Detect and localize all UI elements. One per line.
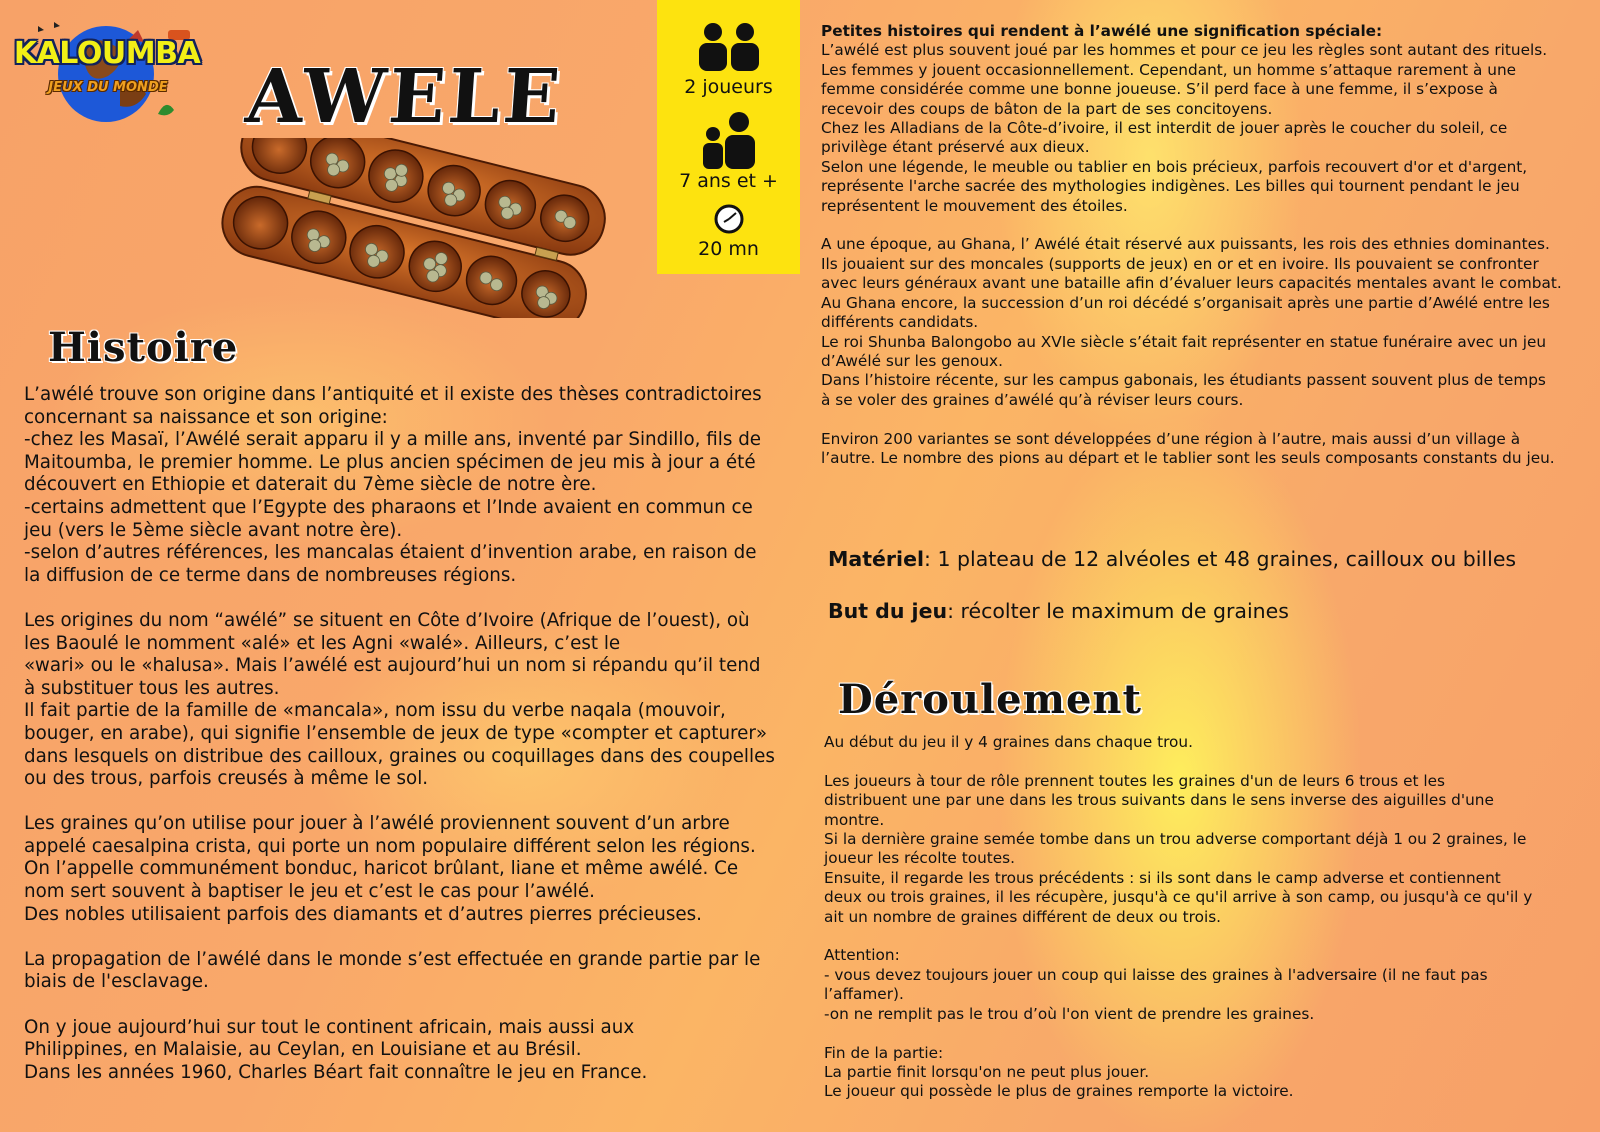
child-adult-icon	[657, 112, 800, 174]
clock-icon	[657, 204, 800, 238]
materiel-line	[828, 547, 1516, 571]
awele-board-image	[218, 138, 618, 318]
but-line	[828, 599, 1289, 623]
deroulement-text: Au début du jeu il y 4 graines dans chaque trou. Les joueurs à tour de rôle prennent toutes les graines d'un de leurs 6 trous et les distribuent une par une dans les trous suivants dans le sens inverse des aiguilles d'une montre. Si la dernière graine semée tombe dans un trou adverse comportant déjà 1 ou 2 graines, le joueur les récolte toutes. Ensuite, il regarde les trous précédents : si ils sont dans le camp adverse et contiennent deux ou trois graines, il les récupère, jusqu'à ce qu'il arrive à son camp, ou jusqu'à ce qu'il y ait un nombre de graines différent de deux ou trois. Attention: - vous devez toujours jouer un coup qui laisse des graines à l'adversaire (il ne faut pas l’affamer). -on ne remplit pas le trou d’où l'on vient de prendre les graines. Fin de la partie: La partie finit lorsqu'on ne peut plus jouer. Le joueur qui possède le plus de graines remporte la victoire.	[824, 733, 1533, 1101]
materiel-label: Matériel	[828, 547, 925, 571]
logo-subtitle: JEUX DU MONDE	[48, 80, 168, 95]
game-info-box	[657, 0, 800, 274]
histoire-heading: Histoire	[48, 324, 239, 371]
page-title: AWELE	[242, 54, 566, 140]
players-icon	[657, 22, 800, 76]
stories-heading: Petites histoires qui rendent à l’awélé une signification spéciale:	[821, 22, 1383, 40]
materiel-value: : 1 plateau de 12 alvéoles et 48 graines, cailloux ou billes	[924, 547, 1517, 571]
but-label: But du jeu	[828, 599, 948, 623]
stories-block	[821, 22, 1600, 468]
kaloumba-logo	[8, 14, 202, 126]
players-count: 2 joueurs	[684, 76, 773, 98]
game-duration: 20 mn	[698, 238, 759, 260]
deroulement-heading: Déroulement	[838, 676, 1142, 723]
but-value: : récolter le maximum de graines	[947, 599, 1289, 623]
age-range: 7 ans et +	[679, 170, 778, 192]
histoire-text: L’awélé trouve son origine dans l’antiquité et il existe des thèses contradictoires concernant sa naissance et son origine: -chez les Masaï, l’Awélé serait apparu il y a mille ans, inventé par Sindillo, fils de Maitoumba, le premier homme. Le plus ancien spécimen de jeu mis à jour a été découvert en Ethiopie et daterait du 7ème siècle de notre ère. -certains admettent que l’Egypte des pharaons et l’Inde avaient en commun ce jeu (vers le 5ème siècle avant notre ère). -selon d’autres références, les mancalas étaient d’invention arabe, en raison de la diffusion de ce terme dans de nombreuses régions. Les origines du nom “awélé” se situent en Côte d’Ivoire (Afrique de l’ouest), où les Baoulé le nomment «alé» et les Agni «walé». Ailleurs, c’est le «wari» ou le «halusa». Mais l’awélé est aujourd’hui un nom si répandu qu’il tend à substituer tous les autres. Il fait partie de la famille de «mancala», nom issu du verbe naqala (mouvoir, bouger, en arabe), qui signifie l’ensemble de jeux de type «compter et capturer» dans lesquels on distribue des cailloux, graines ou coquillages dans des coupelles ou des trous, parfois creusés à même le sol. Les graines qu’on utilise pour jouer à l’awélé proviennent souvent d’un arbre appelé caesalpina crista, qui porte un nom populaire différent selon les régions. On l’appelle communément bonduc, haricot brûlant, liane et même awélé. Ce nom sert souvent à baptiser le jeu et c’est le cas pour l’awélé. Des nobles utilisaient parfois des diamants et d’autres pierres précieuses. La propagation de l’awélé dans le monde s’est effectuée en grande partie par le biais de l'esclavage. On y joue aujourd’hui sur tout le continent africain, mais aussi aux Philippines, en Malaisie, au Ceylan, en Louisiane et au Brésil. Dans les années 1960, Charles Béart fait connaître le jeu en France.	[24, 384, 775, 1083]
stories-text: L’awélé est plus souvent joué par les hommes et pour ce jeu les règles sont autant des rituels. Les femmes y jouent occasionnellement. Cependant, un homme s’attaque rarement à une femme considérée comme une bonne joueuse. S’il perd face à une femme, il s’expose à recevoir des coups de bâton de la part de ses concitoyens. Chez les Alladians de la Côte-d’ivoire, il est interdit de jouer après le coucher du soleil, ce privilège étant préservé aux dieux. Selon une légende, le meuble ou tablier en bois précieux, parfois recouvert d'or et d'argent, représente l'arche sacrée des mythologies indigènes. Les billes qui tournent pendant le jeu représentent le mouvement des étoiles. A une époque, au Ghana, l’ Awélé était réservé aux puissants, les rois des ethnies dominantes. Ils jouaient sur des moncales (supports de jeux) en or et en ivoire. Ils pouvaient se confronter avec leurs généraux avant une bataille afin d’évaluer leurs capacités mentales avant le combat. Au Ghana encore, la succession d’un roi décédé s’organisait après une partie d’Awélé entre les différents candidats. Le roi Shunba Balongobo au XVIe siècle s’était fait représenter en statue funéraire avec un jeu d’Awélé sur les genoux. Dans l’histoire récente, sur les campus gabonais, les étudiants passent souvent plus de temps à se voler des graines d’awélé qu’à réviser leurs cours. Environ 200 variantes se sont développées d’une région à l’autre, mais aussi d’un village à l’autre. Le nombre des pions au départ et le tablier sont les seuls composants constants du jeu.	[821, 41, 1562, 467]
logo-name: KALOUMBA	[13, 36, 201, 71]
